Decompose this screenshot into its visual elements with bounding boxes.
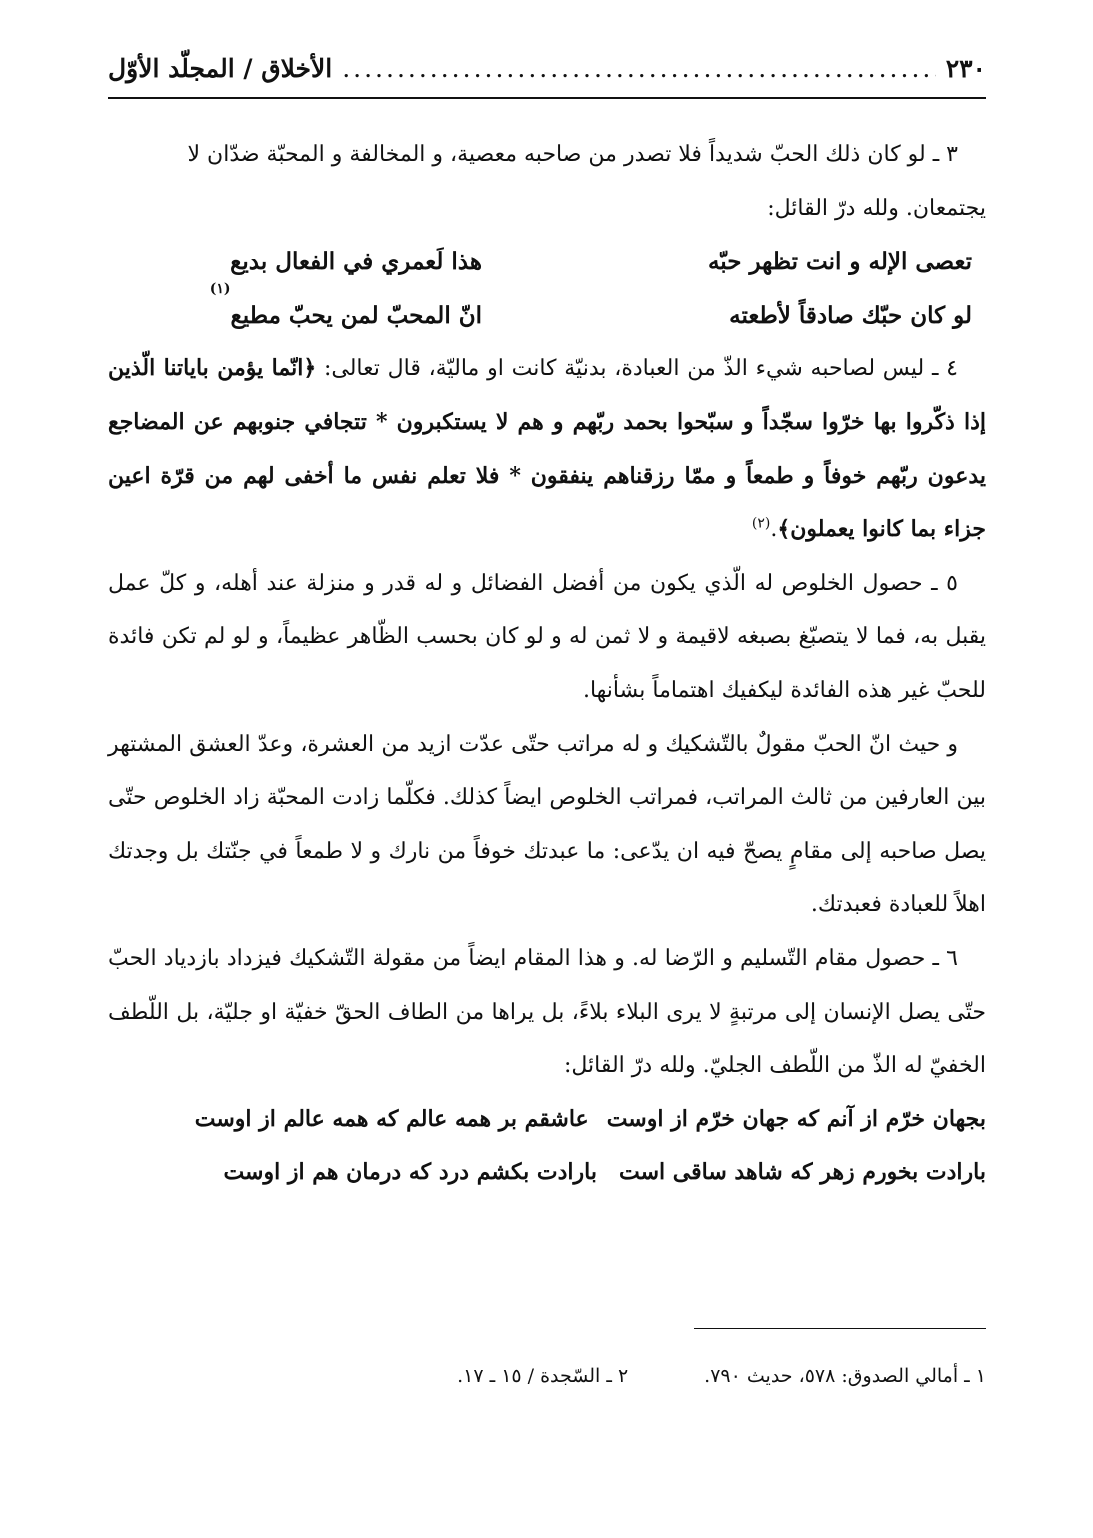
verse-1-hemistich-1: تعصى الإله و انت تظهر حبّه xyxy=(707,248,972,276)
paragraph-4-intro: ٤ ـ ليس لصاحبه شيء الذّ من العبادة، بدنيّة كانت او ماليّة، قال تعالى: xyxy=(323,356,958,382)
persian-verse-2 xyxy=(108,1146,986,1200)
footnote-1: ١ ـ أمالي الصدوق: ٥٧٨، حديث ٧٩٠. xyxy=(704,1365,986,1387)
main-text xyxy=(108,128,986,1200)
persian-verse-1-hemistich-1: بجهان خرّم از آنم که جهان خرّم از اوست xyxy=(606,1105,986,1132)
paragraph-4-end: . xyxy=(770,517,778,543)
verse-2-hemistich-2: انّ المحبّ لمن يحبّ مطيع xyxy=(230,301,482,329)
paragraph-5: ٥ ـ حصول الخلوص له الّذي يكون من أفضل الفضائل و له قدر و منزلة عند أهله، و كلّ عمل يقبل به، فما لا يتصبّغ بصبغه لاقيمة و لا ثمن له و لو كان بحسب الظّاهر عظيماً، و لو لم تكن فائدة للحبّ غير هذه الفائدة ليكفيك اهتماماً بشأنها. xyxy=(108,570,986,703)
dot-leader xyxy=(342,54,935,83)
verse-gap xyxy=(589,1093,607,1147)
header-rule xyxy=(108,97,986,99)
footnote-2: ٢ ـ السّجدة / ١٥ ـ ١٧. xyxy=(457,1365,629,1387)
persian-verse-1-hemistich-2: عاشقم بر همه عالم که همه عالم از اوست xyxy=(194,1105,589,1132)
persian-verse-2-hemistich-2: بارادت بکشم درد که درمان هم از اوست xyxy=(223,1159,597,1186)
page-number: ٢٣٠ xyxy=(945,53,986,83)
persian-verse-2-hemistich-1: بارادت بخورم زهر که شاهد ساقی است xyxy=(618,1159,986,1186)
verse-1-hemistich-2: هذا لَعمري في الفعال بديع xyxy=(230,248,482,276)
paragraph-4 xyxy=(108,342,986,556)
paragraph-3-line-2: يجتمعان. ولله درّ القائل: xyxy=(767,195,986,221)
arabic-verse-2 xyxy=(108,280,986,343)
paragraph-6: ٦ ـ حصول مقام التّسليم و الرّضا له. و هذا المقام ايضاً من مقولة التّشكيك فيزداد بازدياد الحبّ حتّى يصل الإنسان إلى مرتبةٍ لا يرى البلاء بلاءً، بل يراها من الطاف الحقّ خفيّة او جليّة، بل اللّطف الخفيّ له الذّ من اللّطف الجليّ. ولله درّ القائل: xyxy=(108,945,986,1079)
footnotes xyxy=(108,1362,986,1390)
quran-quote: ﴿انّما يؤمن باياتنا الّذين إذا ذكّروا بها خرّوا سجّداً و سبّحوا بحمد ربّهم و هم لا يستكبرون * تتجافي جنوبهم عن المضاجع يدعون ربّهم خوفاً و طمعاً و ممّا رزقناهم ينفقون * فلا تعلم نفس ما أخفى لهم من قرّة اعين جزاء بما كانوا يعملون﴾ xyxy=(108,355,986,543)
footnote-rule xyxy=(694,1328,986,1329)
persian-verse-1 xyxy=(108,1093,986,1147)
verse-2-hemistich-1: لو كان حبّك صادقاً لأطعته xyxy=(729,301,972,329)
arabic-verse-1 xyxy=(108,235,986,289)
footnote-marker-2: (٢) xyxy=(751,515,771,532)
paragraph-haith: و حيث انّ الحبّ مقولٌ بالتّشكيك و له مراتب حتّى عدّت ازيد من العشرة، وعدّ العشق المشتهر بين العارفين من ثالث المراتب، فمراتب الخلوص ايضاً كذلك. فكلّما زادت المحبّة زاد الخلوص حتّى يصل صاحبه إلى مقامٍ يصحّ فيه ان يدّعى: ما عبدتك خوفاً من نارك و لا طمعاً في جنّتك بل وجدتك اهلاً للعبادة فعبدتك. xyxy=(108,731,986,918)
verse-gap xyxy=(597,1146,619,1200)
paragraph-3-line-1: ٣ ـ لو كان ذلك الحبّ شديداً فلا تصدر من صاحبه معصية، و المخالفة و المحبّة ضدّان لا xyxy=(187,142,958,167)
running-header xyxy=(108,48,986,88)
footnote-marker-1: (١) xyxy=(209,280,231,297)
running-title: الأخلاق / المجلّد الأوّل xyxy=(108,53,333,83)
verse-2-hemistich-2-wrap xyxy=(122,280,482,343)
